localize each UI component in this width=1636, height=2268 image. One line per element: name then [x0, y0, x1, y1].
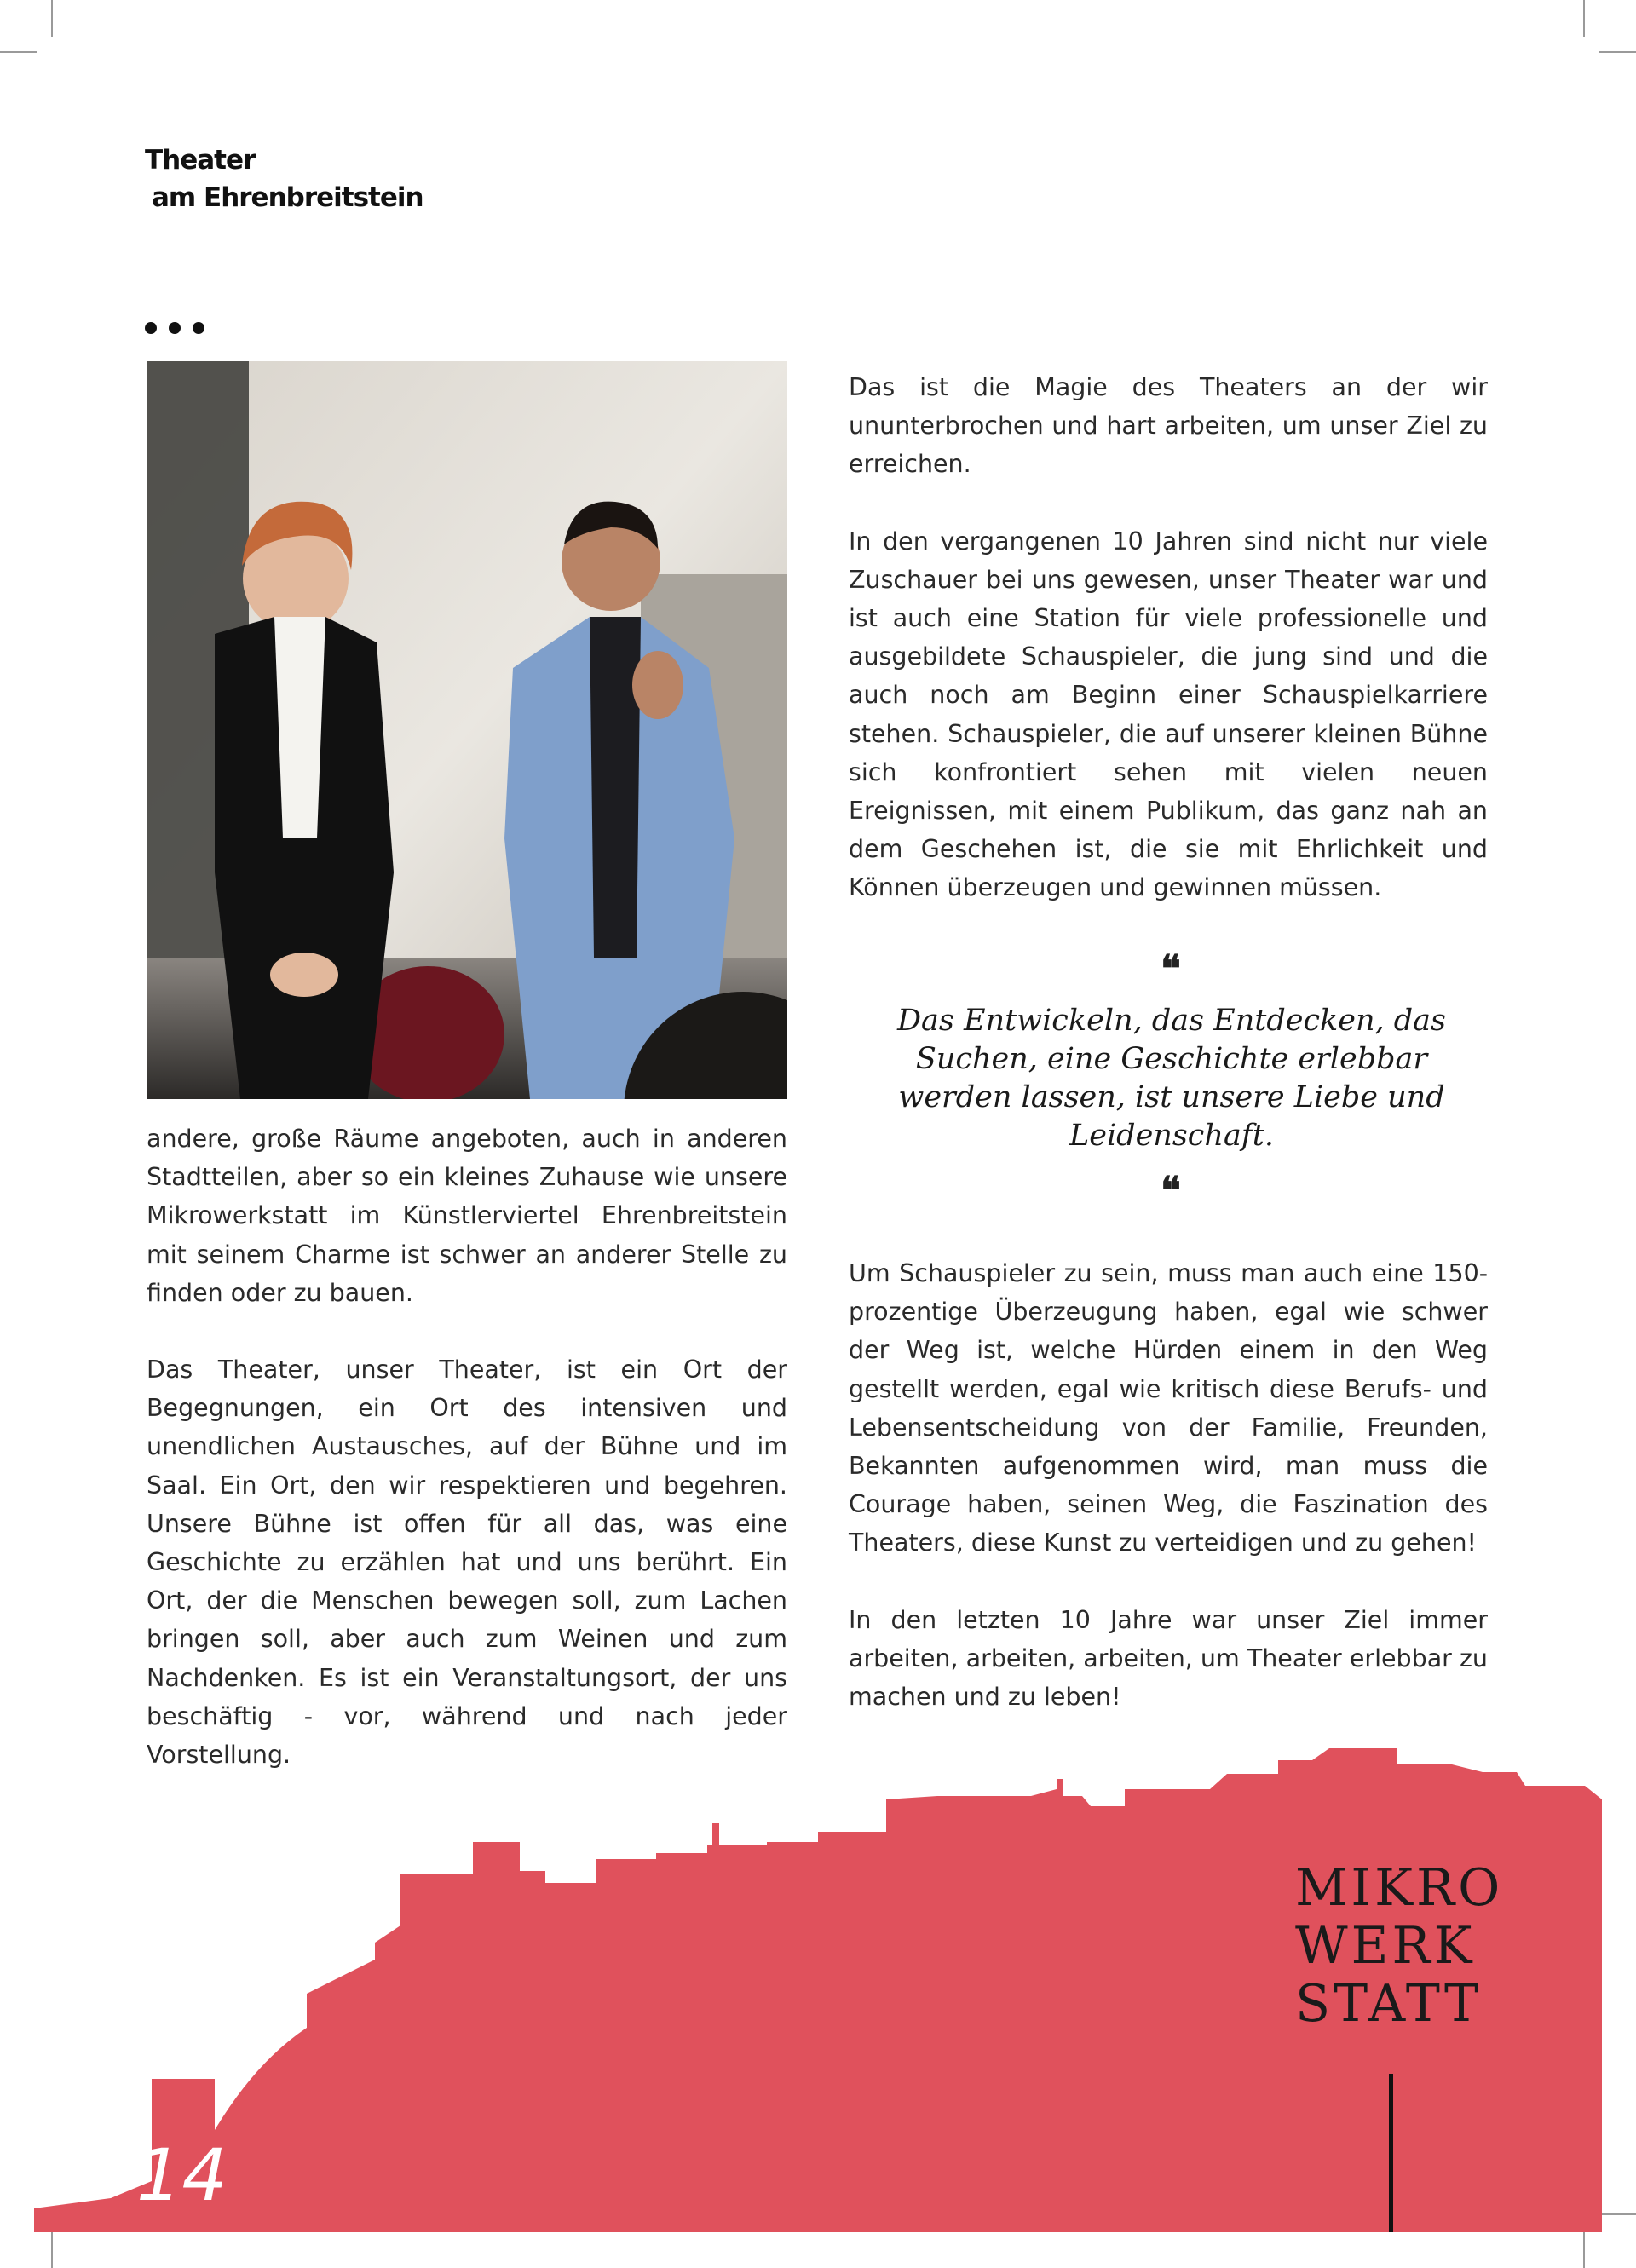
paragraph: In den vergangenen 10 Jahren sind nicht nur viele Zuschauer bei uns gewesen, unser Theater war und ist auch eine Station für viele professionelle und ausgebildete Schauspieler, die jung sind und die auch noch am Beginn einer Schauspielkarriere stehen. Schauspieler, die auf unserer kleinen Bühne sich konfrontiert sehen mit vielen neuen Ereignissen, mit einem Publikum, das ganz nah an dem Geschehen ist, die sie mit Ehrlichkeit und Können überzeugen und gewinnen müssen.: [849, 527, 1488, 902]
page-number: 14: [136, 2133, 228, 2217]
quote-mark-icon: ❝: [1161, 947, 1181, 991]
mikrowerkstatt-logo: [1295, 1859, 1503, 2033]
paragraph: andere, große Räume angeboten, auch in anderen Stadtteilen, aber so ein kleines Zuhause wie unsere Mikrowerkstatt im Künstlerviertel Ehrenbreitstein mit seinem Charme ist schwer an anderer Stelle zu finden oder zu bauen.: [147, 1125, 787, 1307]
logo-divider: [1389, 2074, 1393, 2232]
header-line-2: am Ehrenbreitstein: [152, 182, 423, 213]
logo-line-1: MIKRO: [1295, 1858, 1504, 1918]
logo-line-2: WERK: [1295, 1916, 1476, 1976]
logo-line-3: STATT: [1295, 1974, 1483, 2034]
quote-mark-icon: ❝: [1161, 1169, 1181, 1212]
paragraph: In den letzten 10 Jahre war unser Ziel immer arbeiten, arbeiten, arbeiten, um Theater erlebbar zu machen und zu leben!: [849, 1605, 1488, 1712]
header-line-1: Theater: [145, 145, 256, 176]
paragraph: Das ist die Magie des Theaters an der wir ununterbrochen und hart arbeiten, um unser Ziel zu erreichen.: [849, 373, 1488, 479]
paragraph: Um Schauspieler zu sein, muss man auch eine 150-prozentige Überzeugung haben, egal wie schwer der Weg ist, welche Hürden einem in den Weg gestellt werden, egal wie kritisch diese Berufs- und Lebensentscheidung von der Familie, Freunden, Bekannten aufgenommen wird, man muss die Courage haben, seinen Weg, die Faszination des Theaters, diese Kunst zu verteidigen und zu gehen!: [849, 1259, 1488, 1557]
paragraph: Das Theater, unser Theater, ist ein Ort der Begegnungen, ein Ort des intensiven und unendlichen Austausches, auf der Bühne und im Saal. Ein Ort, den wir respektieren und begehren. Unsere Bühne ist offen für all das, was eine Geschichte zu erzählen hat und uns berührt. Ein Ort, der die Menschen bewegen soll, zum Lachen bringen soll, aber auch zum Weinen und zum Nachdenken. Es ist ein Veranstaltungsort, der uns beschäftig - vor, während und nach jeder Vorstellung.: [147, 1356, 787, 1770]
pull-quote: Das Entwickeln, das Entdecken, das Suchen, eine Geschichte erlebbar werden lassen, ist unsere Liebe und Leidenschaft.: [896, 1004, 1446, 1153]
